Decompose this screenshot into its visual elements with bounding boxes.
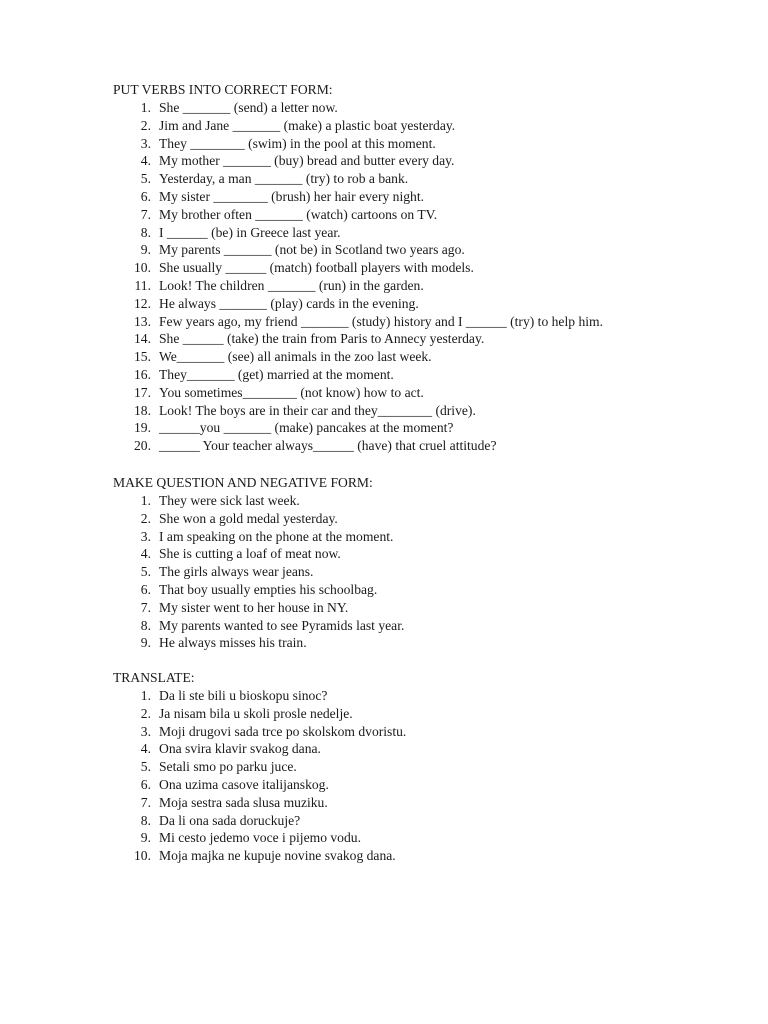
item-text: Ona svira klavir svakog dana. [159,741,321,757]
list-item [113,740,713,758]
exercise-list [113,492,713,652]
item-number: 20. [134,438,151,454]
item-number: 10. [134,260,151,276]
list-item [113,348,713,366]
list-item [113,437,713,455]
item-number: 5. [140,564,151,580]
list-item [113,758,713,776]
list-item [113,241,713,259]
list-item [113,277,713,295]
section-heading: PUT VERBS INTO CORRECT FORM: [113,82,333,97]
item-text: My sister ________ (brush) her hair every night. [159,188,425,204]
item-number: 2. [140,705,151,721]
list-item [113,224,713,242]
item-text: She ______ (take) the train from Paris to Annecy yesterday. [159,331,485,347]
list-item [113,402,713,420]
item-text: They_______ (get) married at the moment. [159,366,394,382]
item-number: 19. [134,420,151,436]
item-number: 9. [140,242,151,258]
item-text: Few years ago, my friend _______ (study) history and I ______ (try) to help him. [159,313,603,329]
item-text: She is cutting a loaf of meat now. [159,546,341,562]
item-text: She _______ (send) a letter now. [159,100,338,115]
item-text: The girls always wear jeans. [159,564,314,580]
item-number: 10. [134,848,151,864]
item-number: 11. [134,277,151,293]
item-text: He always _______ (play) cards in the evening. [159,295,419,311]
item-number: 6. [140,776,151,792]
item-text: My sister went to her house in NY. [159,599,349,615]
list-item [113,366,713,384]
item-number: 3. [140,135,151,151]
item-text: She won a gold medal yesterday. [159,510,338,526]
item-text: Mi cesto jedemo voce i pijemo vodu. [159,830,361,846]
item-text: He always misses his train. [159,635,307,651]
item-number: 13. [134,313,151,329]
list-item [113,705,713,723]
list-item [113,330,713,348]
list-item [113,723,713,741]
item-text: My mother _______ (buy) bread and butter every day. [159,153,455,169]
exercise-list [113,687,713,865]
item-number: 6. [140,581,151,597]
list-item [113,135,713,153]
section-questions [113,474,713,652]
item-text: Look! The boys are in their car and they________ (drive). [159,402,476,418]
section-heading: MAKE QUESTION AND NEGATIVE FORM: [113,475,373,490]
item-text: My parents wanted to see Pyramids last year. [159,617,405,633]
item-text: They ________ (swim) in the pool at this moment. [159,135,436,151]
item-number: 6. [140,188,151,204]
item-number: 7. [140,599,151,615]
list-item [113,563,713,581]
exercise-list [113,99,713,455]
item-text: They were sick last week. [159,493,300,508]
item-number: 8. [140,812,151,828]
list-item [113,829,713,847]
item-text: We_______ (see) all animals in the zoo last week. [159,349,432,365]
item-number: 2. [140,117,151,133]
item-number: 15. [134,349,151,365]
list-item [113,295,713,313]
item-number: 14. [134,331,151,347]
list-item [113,99,713,117]
list-item [113,384,713,402]
item-number: 1. [140,100,151,115]
list-item [113,812,713,830]
item-text: Moji drugovi sada trce po skolskom dvoristu. [159,723,407,739]
item-number: 12. [134,295,151,311]
item-number: 17. [134,384,151,400]
item-text: My parents _______ (not be) in Scotland two years ago. [159,242,465,258]
item-text: Da li ste bili u bioskopu sinoc? [159,688,328,703]
item-text: She usually ______ (match) football players with models. [159,260,474,276]
list-item [113,419,713,437]
item-text: That boy usually empties his schoolbag. [159,581,378,597]
item-text: Moja majka ne kupuje novine svakog dana. [159,848,396,864]
list-item [113,687,713,705]
item-number: 2. [140,510,151,526]
item-number: 8. [140,224,151,240]
item-text: Yesterday, a man _______ (try) to rob a bank. [159,171,409,187]
item-number: 7. [140,206,151,222]
list-item [113,206,713,224]
item-number: 4. [140,153,151,169]
item-number: 4. [140,546,151,562]
list-item [113,617,713,635]
list-item [113,152,713,170]
list-item [113,581,713,599]
item-number: 4. [140,741,151,757]
section-verbs [113,81,713,455]
item-number: 1. [140,688,151,703]
item-number: 7. [140,794,151,810]
list-item [113,528,713,546]
item-number: 9. [140,635,151,651]
item-number: 8. [140,617,151,633]
item-number: 3. [140,723,151,739]
item-text: I am speaking on the phone at the moment. [159,528,394,544]
item-number: 3. [140,528,151,544]
item-text: I ______ (be) in Greece last year. [159,224,341,240]
item-text: Moja sestra sada slusa muziku. [159,794,328,810]
item-text: Setali smo po parku juce. [159,759,297,775]
item-number: 1. [140,493,151,508]
list-item [113,776,713,794]
list-item [113,492,713,510]
item-text: Ja nisam bila u skoli prosle nedelje. [159,705,353,721]
item-text: Look! The children _______ (run) in the garden. [159,277,424,293]
item-number: 5. [140,171,151,187]
item-text: ______you _______ (make) pancakes at the moment? [159,420,454,436]
item-text: ______ Your teacher always______ (have) that cruel attitude? [159,438,497,454]
item-number: 16. [134,366,151,382]
list-item [113,510,713,528]
section-translate [113,669,713,865]
list-item [113,634,713,652]
item-text: Ona uzima casove italijanskog. [159,776,329,792]
list-item [113,188,713,206]
item-text: My brother often _______ (watch) cartoons on TV. [159,206,438,222]
list-item [113,847,713,865]
list-item [113,545,713,563]
item-text: You sometimes________ (not know) how to act. [159,384,424,400]
list-item [113,313,713,331]
list-item [113,170,713,188]
item-number: 18. [134,402,151,418]
item-text: Jim and Jane _______ (make) a plastic boat yesterday. [159,117,456,133]
item-number: 5. [140,759,151,775]
list-item [113,259,713,277]
section-heading: TRANSLATE: [113,670,195,685]
item-number: 9. [140,830,151,846]
list-item [113,599,713,617]
list-item [113,794,713,812]
item-text: Da li ona sada doruckuje? [159,812,301,828]
list-item [113,117,713,135]
